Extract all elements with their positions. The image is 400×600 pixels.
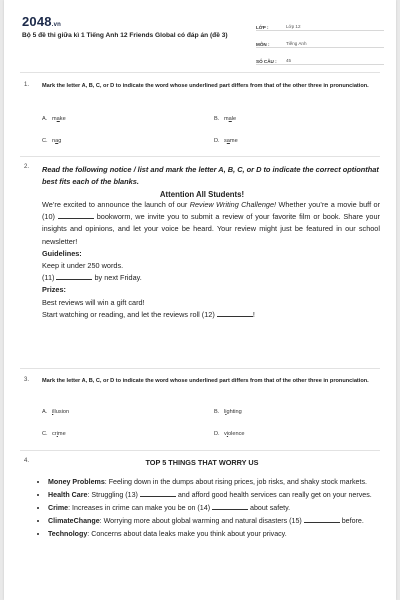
blank-14[interactable]	[212, 503, 248, 510]
item-text: about safety.	[248, 504, 291, 512]
option-text: le	[231, 116, 237, 122]
option-text: v	[224, 431, 227, 437]
option-text: s	[224, 138, 227, 144]
question-text: Mark the letter A, B, C, or D to indicate the word whose underlined part differs from that of the other three in pronunciation.	[42, 378, 369, 384]
option-letter: C.	[42, 138, 48, 144]
text: bookworm, we invite you to submit a review of your favorite film or book. Share your insights and opinions, and let your voice be heard. Your review might just be featured in our school newsletter!	[42, 212, 380, 246]
notice-title: Attention All Students!	[159, 190, 245, 199]
meta-value: Tiếng Anh	[286, 41, 307, 46]
underlined-part: a	[55, 138, 59, 144]
question-number: 2.	[24, 164, 30, 170]
underlined-part: a	[56, 116, 60, 122]
closing-line	[42, 309, 380, 321]
question-number: 1.	[24, 82, 30, 88]
question-2	[24, 164, 380, 364]
underlined-part: i	[56, 431, 58, 437]
item-text: : Struggling (13)	[87, 491, 140, 499]
meta-value: 45	[286, 58, 292, 63]
exam-page	[4, 0, 396, 600]
prize-item: Best reviews will win a gift card!	[42, 297, 145, 307]
text: !	[252, 309, 255, 319]
option-letter: B.	[214, 409, 220, 415]
text: (11)	[42, 273, 57, 283]
item-heading: Health Care	[48, 491, 88, 499]
blank-10[interactable]	[58, 212, 94, 219]
divider	[20, 368, 380, 369]
item-text: : Worrying more about global warming and natural disasters (15)	[99, 517, 304, 525]
option-text: l	[224, 409, 226, 415]
list-title: TOP 5 THINGS THAT WORRY US	[145, 458, 259, 467]
divider	[20, 156, 380, 157]
meta-key: MÔN :	[256, 42, 270, 47]
blank-12[interactable]	[217, 310, 253, 317]
option-d[interactable]	[214, 431, 245, 437]
option-text: m	[52, 116, 57, 122]
option-text: olence	[228, 431, 245, 437]
item-text: : Feeling down in the dumps about rising prices, job risks, and shaky stock markets.	[104, 478, 367, 486]
list-item	[48, 476, 380, 488]
item-text: : Increases in crime can make you be on (14)	[68, 504, 213, 512]
option-letter: D.	[214, 138, 220, 144]
option-a[interactable]	[42, 409, 69, 415]
option-text: cr	[52, 431, 57, 437]
option-letter: A.	[42, 409, 48, 415]
prizes-heading: Prizes:	[42, 285, 66, 295]
list-item	[48, 489, 380, 501]
option-letter: B.	[214, 116, 220, 122]
list-item	[48, 502, 380, 514]
option-b[interactable]	[214, 116, 236, 122]
text: by next Friday.	[92, 273, 142, 283]
worry-list	[24, 476, 380, 540]
question-3	[24, 377, 380, 447]
blank-13[interactable]	[140, 490, 176, 497]
option-text: me	[229, 138, 238, 144]
meta-key: SỐ CÂU :	[256, 59, 277, 64]
header	[4, 0, 396, 70]
item-text: : Concerns about data leaks make you think about your privacy.	[87, 530, 287, 538]
meta-row-count	[256, 50, 384, 65]
challenge-name: Review Writing Challenge!	[189, 200, 277, 209]
item-heading: Money Problems	[48, 478, 105, 486]
item-text: and afford good health services can really get on your nerves.	[175, 491, 372, 499]
underlined-part: a	[226, 138, 230, 144]
guidelines-heading: Guidelines:	[42, 248, 82, 258]
blank-11[interactable]	[56, 273, 92, 280]
option-letter: A.	[42, 116, 48, 122]
divider	[20, 450, 380, 451]
blank-15[interactable]	[304, 516, 340, 523]
options	[42, 409, 342, 439]
meta-box	[256, 16, 384, 67]
option-text: m	[224, 116, 229, 122]
underlined-part: a	[228, 116, 232, 122]
notice-paragraph	[42, 199, 380, 248]
question-number: 4.	[24, 458, 30, 464]
option-letter: D.	[214, 431, 220, 437]
item-heading: Crime	[48, 504, 69, 512]
option-text: g	[58, 138, 62, 144]
document-title: Bộ 5 đề thi giữa kì 1 Tiếng Anh 12 Friends Global có đáp án (đề 3)	[22, 32, 228, 39]
options	[42, 116, 342, 146]
item-heading: ClimateChange	[48, 517, 100, 525]
meta-row-class	[256, 16, 384, 31]
logo[interactable]	[22, 14, 61, 29]
list-item	[48, 515, 380, 527]
meta-value: Lớp 12	[286, 24, 301, 29]
option-a[interactable]	[42, 116, 66, 122]
option-d[interactable]	[214, 138, 238, 144]
option-text: me	[57, 431, 66, 437]
underlined-part: i	[52, 409, 54, 415]
question-text: Read the following notice / list and mark the letter A, B, C, or D to indicate the correct optionthat best fits each of the blanks.	[42, 165, 379, 186]
option-text: ke	[59, 116, 66, 122]
option-letter: C.	[42, 431, 48, 437]
option-text: ghting	[226, 409, 242, 415]
option-c[interactable]	[42, 138, 61, 144]
question-number: 3.	[24, 377, 30, 383]
item-heading: Technology	[48, 530, 88, 538]
option-c[interactable]	[42, 431, 66, 437]
option-b[interactable]	[214, 409, 242, 415]
question-1	[24, 82, 380, 152]
guideline-item	[42, 272, 380, 284]
meta-row-subject	[256, 33, 384, 48]
logo-suffix: .vn	[51, 22, 62, 28]
underlined-part: i	[225, 409, 227, 415]
question-4	[24, 458, 380, 598]
option-text: llusion	[53, 409, 70, 415]
list-item	[48, 528, 380, 540]
underlined-part: i	[226, 431, 229, 437]
question-text: Mark the letter A, B, C, or D to indicate the word whose underlined part differs from that of the other three in pronunciation.	[42, 83, 369, 89]
divider	[20, 72, 380, 73]
guideline-item: Keep it under 250 words.	[42, 261, 124, 271]
text: We’re excited to announce the launch of our	[42, 200, 190, 209]
logo-text: 2048	[22, 14, 52, 29]
text: Whether you’re a movie buff or (10)	[42, 200, 381, 222]
meta-key: LỚP :	[256, 25, 269, 30]
item-text: before.	[339, 517, 364, 525]
option-text: n	[52, 138, 56, 144]
text: Start watching or reading, and let the reviews roll (12)	[42, 309, 217, 319]
